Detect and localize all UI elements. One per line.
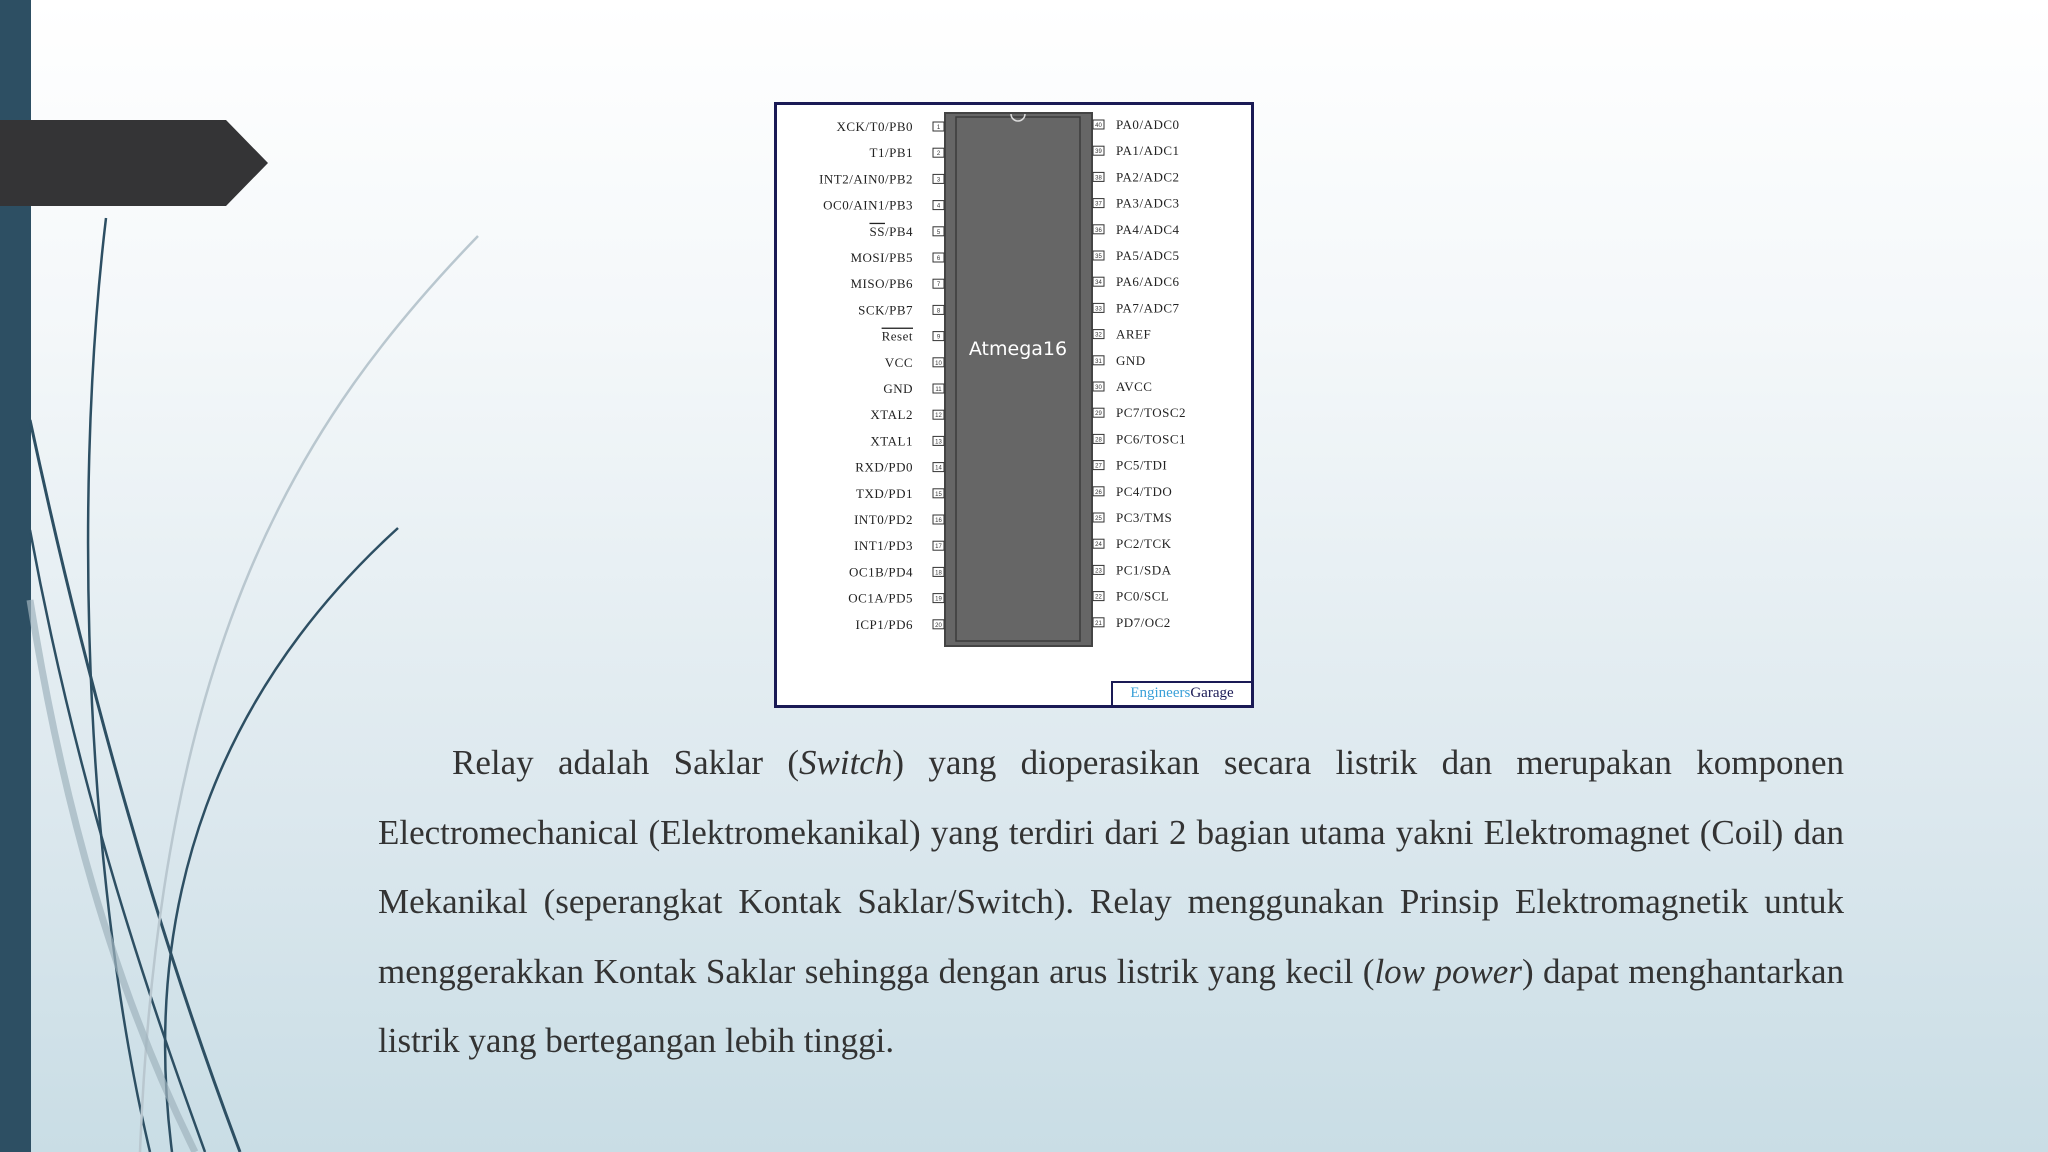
left-pin-label-20: ICP1/PD6 xyxy=(855,616,913,632)
left-pin-label-2: T1/PB1 xyxy=(869,145,913,161)
brand-part-2: Garage xyxy=(1190,685,1234,701)
left-pin-label-1: XCK/T0/PB0 xyxy=(836,119,913,134)
left-pin-number-16: 16 xyxy=(935,518,942,524)
left-pin-number-14: 14 xyxy=(935,465,942,472)
atmega16-pinout-figure xyxy=(774,102,1254,708)
paragraph-part-3: ) dapat menghantarkan listrik yang bertegangan lebih tinggi. xyxy=(378,951,1844,1060)
right-pin-label-14: PC5/TDI xyxy=(1116,457,1168,473)
left-pin-label-9: Reset xyxy=(881,328,913,344)
right-pin-label-17: PC2/TCK xyxy=(1116,536,1172,552)
right-pin-number-32: 32 xyxy=(1095,332,1102,339)
paragraph-italic-low-power: low power xyxy=(1374,951,1522,991)
left-pin-label-15: TXD/PD1 xyxy=(856,485,913,501)
right-pin-label-16: PC3/TMS xyxy=(1116,510,1173,525)
right-pin-number-38: 38 xyxy=(1095,175,1102,182)
right-pin-label-10: GND xyxy=(1116,352,1146,368)
left-pin-label-6: MOSI/PB5 xyxy=(850,250,913,265)
right-pin-label-20: PD7/OC2 xyxy=(1116,614,1171,630)
chip-diagram xyxy=(777,105,1251,705)
left-pin-number-5: 5 xyxy=(936,229,941,236)
left-pin-label-19: OC1A/PD5 xyxy=(848,590,913,606)
left-pin-label-17: INT1/PD3 xyxy=(854,538,913,554)
left-pin-number-15: 15 xyxy=(935,491,942,498)
left-pin-number-4: 4 xyxy=(936,203,941,210)
relay-paragraph xyxy=(378,728,1844,1076)
right-pin-number-27: 27 xyxy=(1095,463,1102,470)
right-pin-label-8: PA7/ADC7 xyxy=(1116,300,1180,316)
right-pin-number-30: 30 xyxy=(1095,385,1102,391)
paragraph-italic-switch: Switch xyxy=(799,743,893,782)
right-pin-number-29: 29 xyxy=(1095,411,1102,418)
left-pin-number-20: 20 xyxy=(935,622,942,629)
left-pin-label-13: XTAL1 xyxy=(870,433,913,449)
right-pin-label-18: PC1/SDA xyxy=(1116,562,1172,578)
right-pin-number-40: 40 xyxy=(1095,123,1102,129)
left-pin-label-7: MISO/PB6 xyxy=(850,276,913,292)
left-pin-number-11: 11 xyxy=(935,387,942,393)
left-pin-number-12: 12 xyxy=(935,413,942,420)
chip-name: Atmega16 xyxy=(968,338,1068,360)
right-pin-number-23: 23 xyxy=(1095,568,1102,575)
right-pin-label-15: PC4/TDO xyxy=(1116,483,1173,499)
left-pin-label-4: OC0/AIN1/PB3 xyxy=(823,197,913,213)
right-pin-label-6: PA5/ADC5 xyxy=(1116,248,1180,263)
left-pin-label-18: OC1B/PD4 xyxy=(849,564,913,580)
left-pin-number-1: 1 xyxy=(936,125,941,131)
left-pin-number-7: 7 xyxy=(936,282,941,289)
left-pin-number-6: 6 xyxy=(936,256,941,262)
left-pin-number-3: 3 xyxy=(936,177,941,184)
right-pin-label-5: PA4/ADC4 xyxy=(1116,221,1180,237)
left-pin-number-17: 17 xyxy=(935,544,942,551)
right-pin-label-9: AREF xyxy=(1116,326,1152,342)
right-pin-number-26: 26 xyxy=(1095,489,1102,496)
left-pin-number-19: 19 xyxy=(935,596,942,603)
left-pin-number-10: 10 xyxy=(935,360,942,367)
brand-part-1: Engineers xyxy=(1130,685,1191,701)
right-pin-label-4: PA3/ADC3 xyxy=(1116,195,1180,211)
right-pin-number-35: 35 xyxy=(1095,254,1102,260)
right-pin-label-3: PA2/ADC2 xyxy=(1116,169,1180,185)
paragraph-part-1: Relay adalah Saklar ( xyxy=(452,743,800,782)
left-pin-label-8: SCK/PB7 xyxy=(858,302,913,318)
right-pin-number-24: 24 xyxy=(1095,542,1102,549)
right-pin-number-37: 37 xyxy=(1095,201,1102,208)
left-pin-number-8: 8 xyxy=(936,308,941,315)
right-pin-label-13: PC6/TOSC1 xyxy=(1116,431,1187,447)
right-pin-group xyxy=(1093,117,1186,630)
paragraph-part-2: ) yang dioperasikan secara listrik dan merupakan komponen Electromechanical (Elektromekanikal) yang terdiri dari 2 bagian utama yakni Elektromagnet (Coil) dan Mekanikal (seperangkat Kontak Saklar/Switch). Relay menggunakan Prinsip Elektromagnetik untuk menggerakkan Kontak Saklar sehingga dengan arus listrik yang kecil ( xyxy=(378,743,1844,991)
right-pin-number-39: 39 xyxy=(1095,149,1102,156)
left-pin-label-16: INT0/PD2 xyxy=(854,512,913,527)
right-pin-number-25: 25 xyxy=(1095,516,1102,522)
engineers-garage-logo xyxy=(1111,681,1251,705)
right-pin-number-31: 31 xyxy=(1095,358,1102,365)
right-pin-label-7: PA6/ADC6 xyxy=(1116,274,1180,290)
chip-body xyxy=(945,113,1092,646)
right-pin-number-22: 22 xyxy=(1095,594,1102,601)
left-pin-label-3: INT2/AIN0/PB2 xyxy=(819,171,913,187)
right-pin-label-1: PA0/ADC0 xyxy=(1116,117,1180,132)
right-pin-number-33: 33 xyxy=(1095,306,1102,313)
title-tab-arrow xyxy=(0,120,270,206)
left-pin-number-18: 18 xyxy=(935,570,942,577)
right-pin-label-11: AVCC xyxy=(1116,379,1153,394)
right-pin-number-36: 36 xyxy=(1095,227,1102,234)
left-pin-label-11: GND xyxy=(883,381,913,396)
right-pin-number-28: 28 xyxy=(1095,437,1102,444)
left-pin-label-10: VCC xyxy=(884,354,913,370)
left-pin-number-13: 13 xyxy=(935,439,942,446)
left-pin-label-5: SS/PB4 xyxy=(869,223,913,239)
right-pin-number-34: 34 xyxy=(1095,280,1102,287)
left-pin-label-12: XTAL2 xyxy=(870,407,913,423)
left-pin-group xyxy=(819,119,944,632)
left-pin-number-9: 9 xyxy=(936,334,941,341)
right-pin-number-21: 21 xyxy=(1095,620,1102,627)
right-pin-label-19: PC0/SCL xyxy=(1116,588,1170,604)
right-pin-label-12: PC7/TOSC2 xyxy=(1116,405,1187,421)
right-pin-label-2: PA1/ADC1 xyxy=(1116,143,1180,159)
left-pin-number-2: 2 xyxy=(936,151,941,158)
left-pin-label-14: RXD/PD0 xyxy=(855,459,913,475)
